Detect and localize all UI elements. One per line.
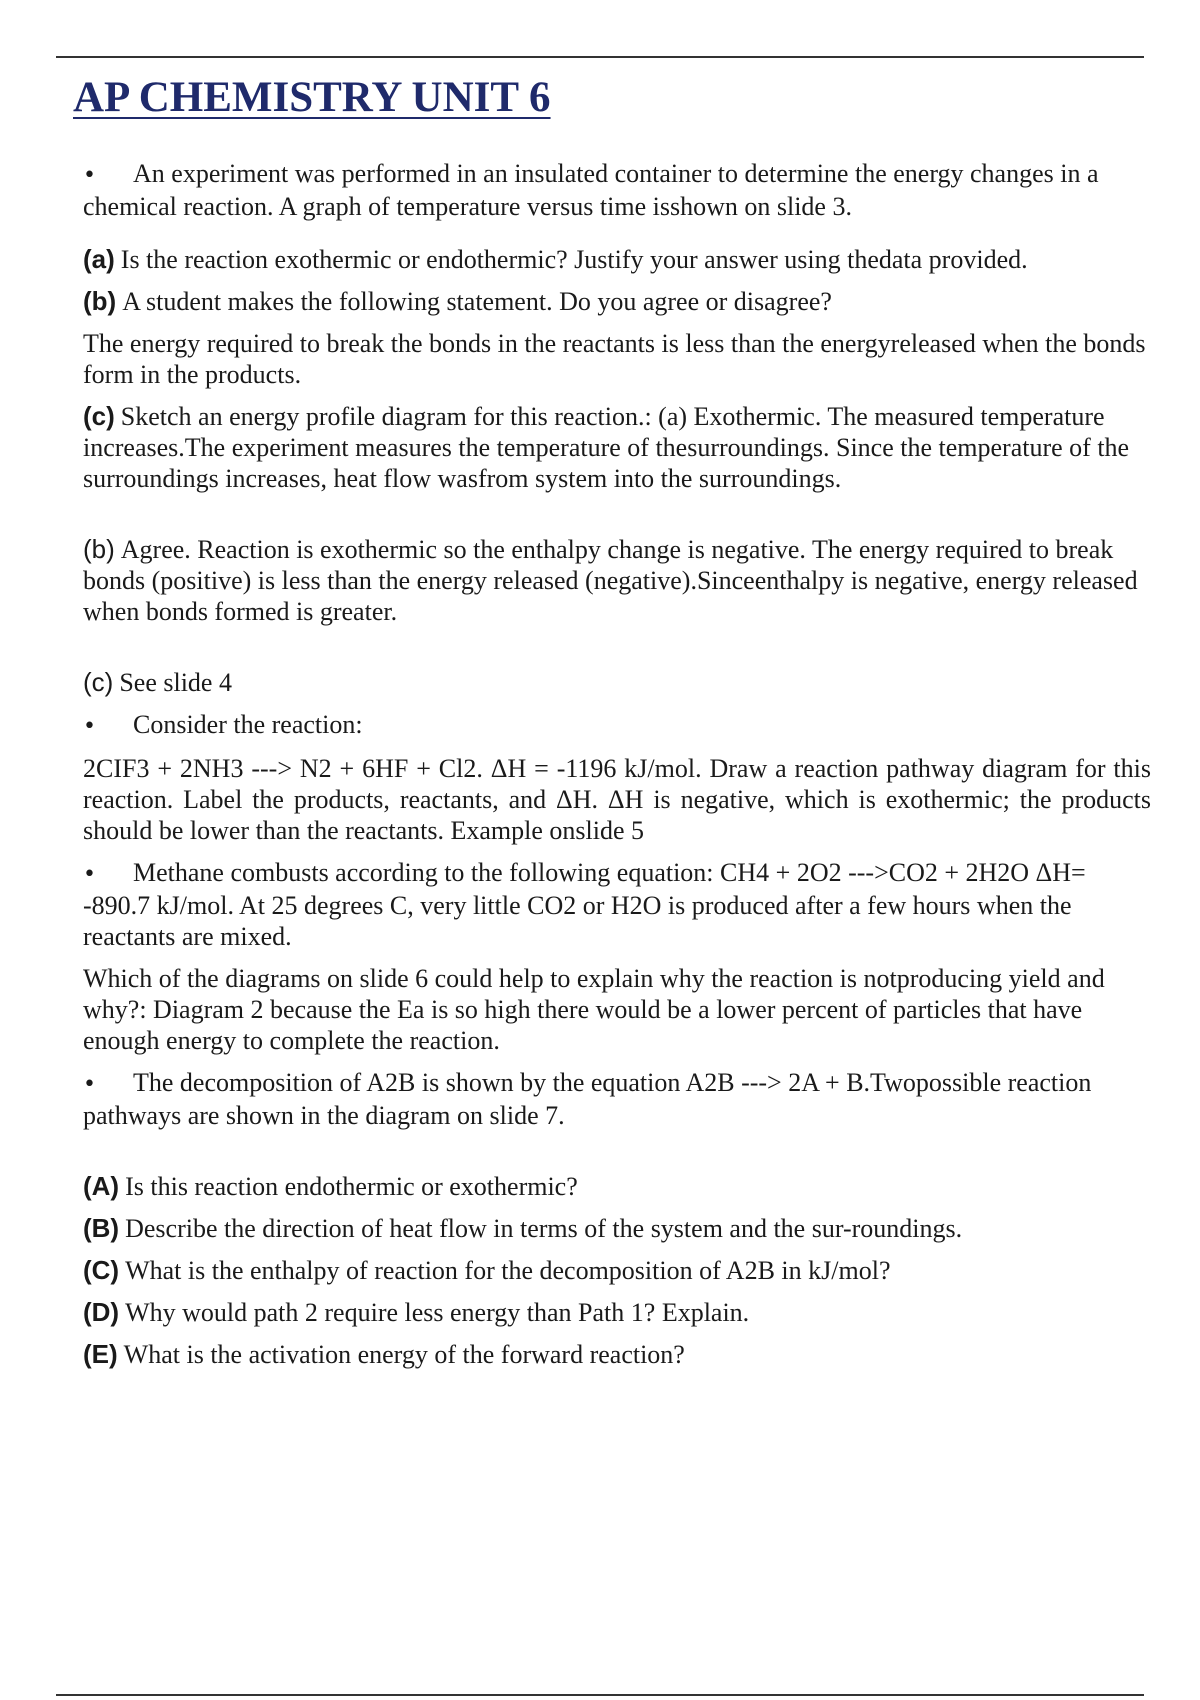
bullet-icon: • (83, 714, 96, 739)
question-2 (83, 709, 1151, 742)
part-label: (B) (83, 1213, 120, 1243)
question-3-intro: Methane combusts according to the following equation: CH4 + 2O2 --->CO2 + 2H2O ΔH= -890.7 kJ/mol. At 25 degrees C, very little CO2 or H2O is produced after a few hours when the reactants are mixed. (83, 858, 1086, 951)
part-label: (b) (83, 286, 117, 316)
page-title: AP CHEMISTRY UNIT 6 (73, 74, 551, 121)
question-1 (83, 158, 1151, 222)
answer-text: See slide 4 (119, 668, 232, 697)
part-text: Describe the direction of heat flow in terms of the system and the sur-roundings. (125, 1214, 963, 1243)
document-body (83, 158, 1151, 1381)
part-text: What is the enthalpy of reaction for the decomposition of A2B in kJ/mol? (125, 1256, 891, 1285)
question-1-part-c (83, 401, 1151, 494)
part-text: Is this reaction endothermic or exothermic? (125, 1172, 578, 1201)
answer-label: (b) (83, 534, 115, 564)
question-4-part-e (83, 1339, 1151, 1370)
question-4-part-a (83, 1171, 1151, 1202)
student-statement: The energy required to break the bonds in the reactants is less than the energyreleased when the bonds form in the products. (83, 329, 1146, 389)
part-text: Is the reaction exothermic or endothermic? Justify your answer using thedata provided. (120, 245, 1028, 274)
answer-c (83, 667, 1151, 698)
bottom-rule (56, 1694, 1144, 1696)
part-text: A student makes the following statement. Do you agree or disagree? (122, 287, 832, 316)
bullet-icon: • (83, 1072, 96, 1097)
part-label: (E) (83, 1339, 118, 1369)
question-4-part-c (83, 1255, 1151, 1286)
question-4-intro: The decomposition of A2B is shown by the equation A2B ---> 2A + B.Twopossible reaction pathways are shown in the diagram on slide 7. (83, 1068, 1092, 1130)
question-4-part-d (83, 1297, 1151, 1328)
part-label: (C) (83, 1255, 120, 1285)
part-text: Why would path 2 require less energy than Path 1? Explain. (125, 1298, 750, 1327)
question-1-intro: An experiment was performed in an insulated container to determine the energy changes in a chemical reaction. A graph of temperature versus time isshown on slide 3. (83, 159, 1099, 221)
question-1-part-b (83, 286, 1151, 317)
question-4 (83, 1067, 1151, 1131)
answer-b (83, 534, 1151, 627)
question-3 (83, 857, 1151, 952)
part-label: (D) (83, 1297, 120, 1327)
question-4-part-b (83, 1213, 1151, 1244)
answer-text: Agree. Reaction is exothermic so the enthalpy change is negative. The energy required to break bonds (positive) is less than the energy released (negative).Sinceenthalpy is negative, energy released when bonds formed is greater. (83, 535, 1138, 626)
part-label: (c) (83, 401, 115, 431)
part-label: (A) (83, 1171, 120, 1201)
question-2-intro: Consider the reaction: (133, 710, 363, 739)
part-text: Sketch an energy profile diagram for this reaction.: (a) Exothermic. The measured temperature increases.The experiment measures the temperature of thesurroundings. Since the temperature of the surroundings increases, heat flow wasfrom system into the surroundings. (83, 402, 1130, 493)
bullet-icon: • (83, 862, 96, 887)
answer-label: (c) (83, 667, 114, 697)
part-label: (a) (83, 244, 115, 274)
question-1-part-a (83, 244, 1151, 275)
bullet-icon: • (83, 163, 96, 188)
question-3-body: Which of the diagrams on slide 6 could help to explain why the reaction is notproducing yield and why?: Diagram 2 because the Ea is so high there would be a lower percent of particles that have enough energy to complete the reaction. (83, 964, 1105, 1055)
top-rule (56, 56, 1144, 58)
part-text: What is the activation energy of the forward reaction? (123, 1340, 685, 1369)
question-2-body: 2CIF3 + 2NH3 ---> N2 + 6HF + Cl2. ΔH = -1196 kJ/mol. Draw a reaction pathway diagram for this reaction. Label the products, reactants, and ΔH. ΔH is negative, which is exothermic; the products should be lower than the reactants. Example onslide 5 (83, 754, 1151, 845)
